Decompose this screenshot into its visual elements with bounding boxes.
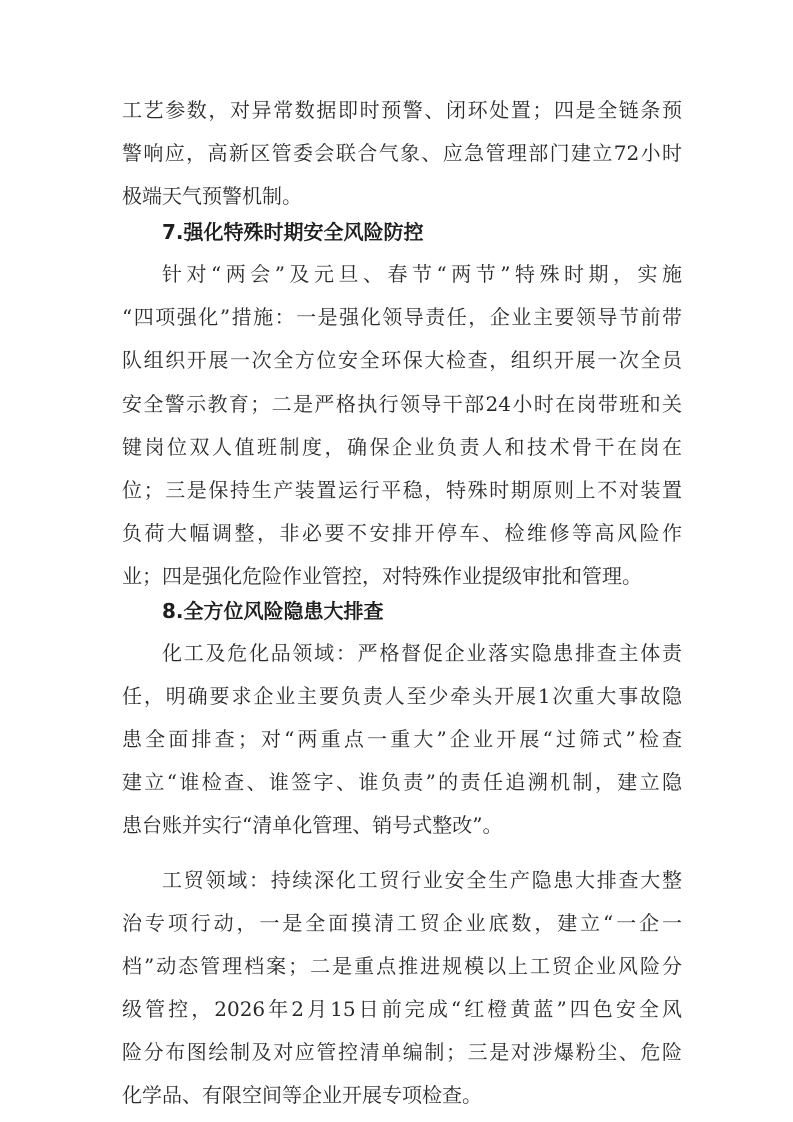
- paragraph-line: “四项强化”措施：一是强化领导责任，企业主要领导节前带: [122, 305, 682, 329]
- paragraph-line: 化工及危化品领域：严格督促企业落实隐患排查主体责: [162, 641, 682, 665]
- paragraph-line: 治专项行动，一是全面摸清工贸企业底数，建立“一企一: [122, 911, 682, 935]
- paragraph-line: 级管控，2026年2月15日前完成“红橙黄蓝”四色安全风: [122, 997, 682, 1021]
- paragraph-line: 工贸领域：持续深化工贸行业安全生产隐患大排查大整: [162, 868, 682, 892]
- paragraph-line: 任，明确要求企业主要负责人至少牵头开展1次重大事故隐: [122, 684, 682, 708]
- paragraph-line: 建立“谁检查、谁签字、谁负责”的责任追溯机制，建立隐: [122, 770, 682, 794]
- paragraph-line: 负荷大幅调整，非必要不安排开停车、检维修等高风险作: [122, 521, 682, 545]
- paragraph-line: 险分布图绘制及对应管控清单编制；三是对涉爆粉尘、危险: [122, 1040, 682, 1064]
- paragraph-line: 业；四是强化危险作业管控，对特殊作业提级审批和管理。: [122, 564, 642, 588]
- paragraph-line: 位；三是保持生产装置运行平稳，特殊时期原则上不对装置: [122, 478, 682, 502]
- section-heading-7: 7.强化特殊时期安全风险防控: [162, 220, 424, 244]
- paragraph-line: 极端天气预警机制。: [122, 184, 302, 208]
- paragraph-line: 工艺参数，对异常数据即时预警、闭环处置；四是全链条预: [122, 98, 682, 122]
- paragraph-line: 化学品、有限空间等企业开展专项检查。: [122, 1083, 482, 1107]
- paragraph-line: 警响应，高新区管委会联合气象、应急管理部门建立72小时: [122, 141, 682, 165]
- paragraph-line: 安全警示教育；二是严格执行领导干部24小时在岗带班和关: [122, 392, 682, 416]
- paragraph-line: 队组织开展一次全方位安全环保大检查，组织开展一次全员: [122, 348, 682, 372]
- paragraph-line: 档”动态管理档案；二是重点推进规模以上工贸企业风险分: [122, 954, 682, 978]
- paragraph-line: 针对“两会”及元旦、春节“两节”特殊时期，实施: [162, 262, 682, 286]
- paragraph-line: 键岗位双人值班制度，确保企业负责人和技术骨干在岗在: [122, 435, 682, 459]
- paragraph-line: 患台账并实行“清单化管理、销号式整改”。: [122, 813, 503, 837]
- section-heading-8: 8.全方位风险隐患大排查: [162, 599, 384, 623]
- paragraph-line: 患全面排查；对“两重点一重大”企业开展“过筛式”检查: [122, 727, 682, 751]
